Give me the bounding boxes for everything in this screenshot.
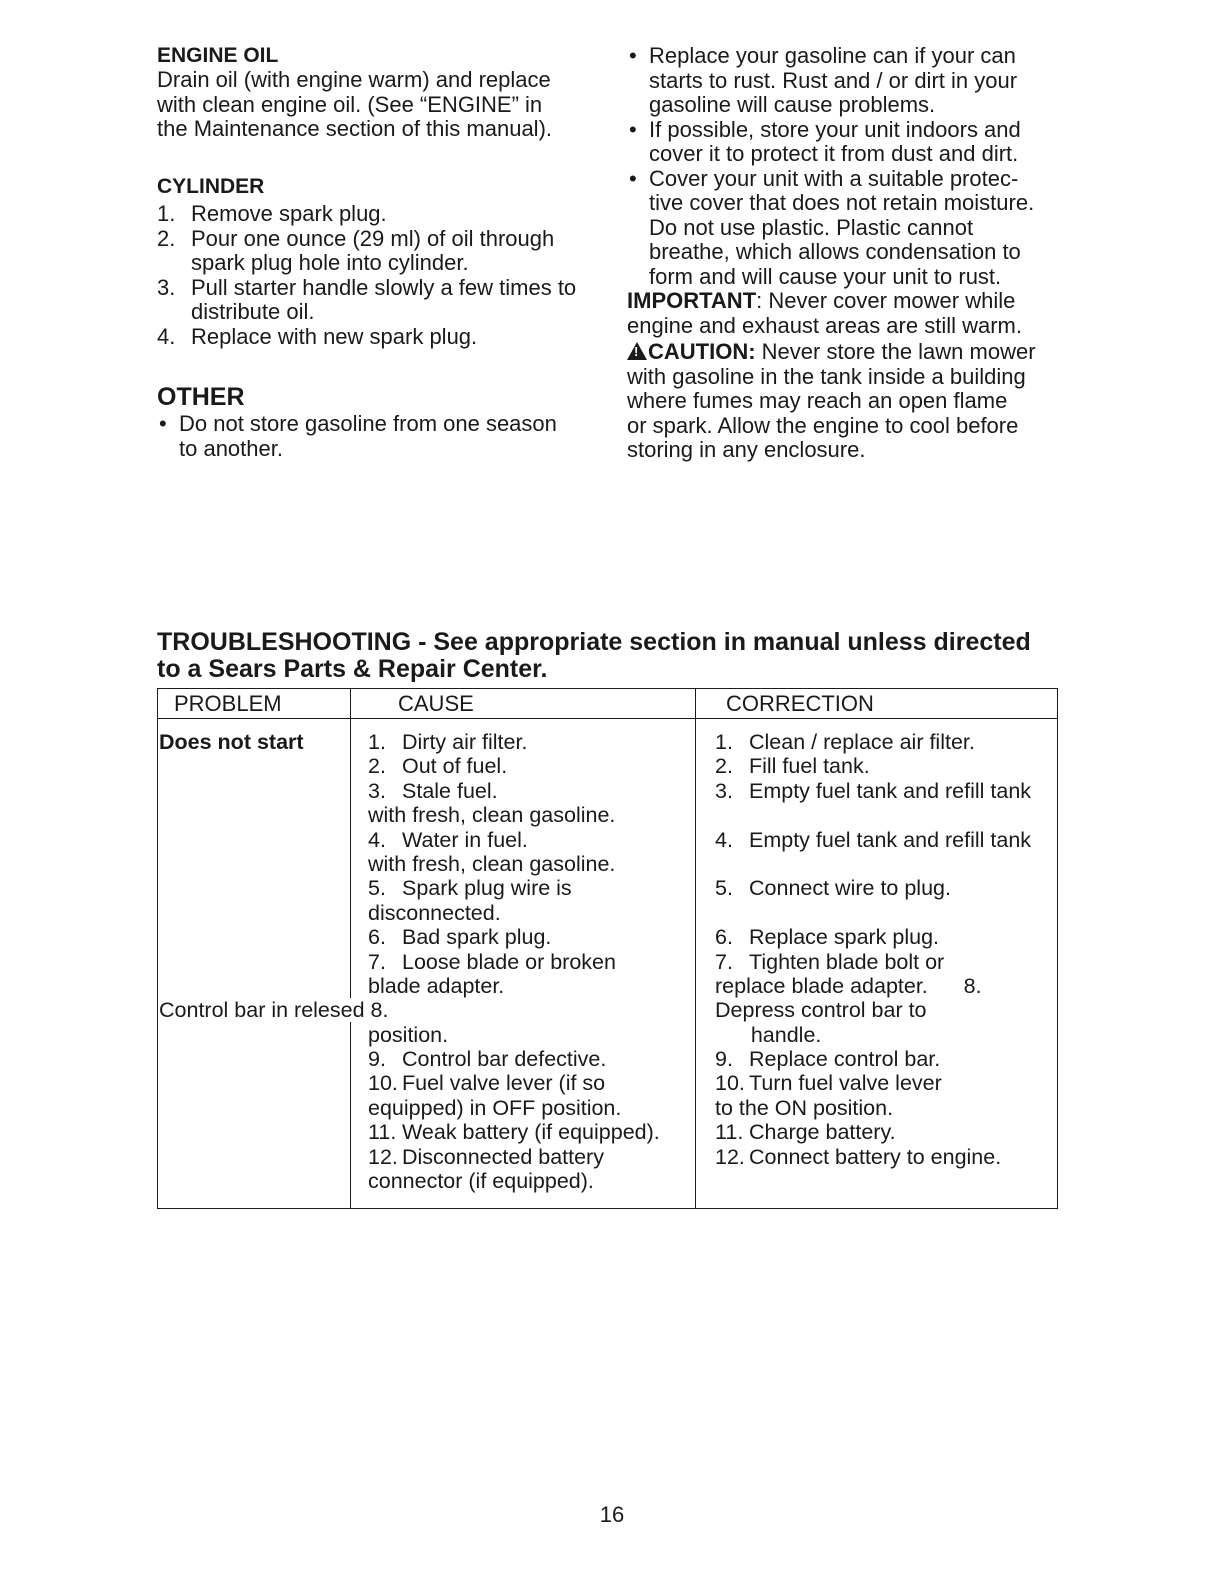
table-row	[368, 1169, 688, 1193]
table-row	[715, 950, 1057, 974]
item-number: 12.	[368, 1144, 398, 1169]
bullet-icon: •	[629, 116, 637, 142]
table-row	[715, 803, 1057, 827]
item-text: Out of fuel.	[402, 754, 508, 779]
item-text: Water in fuel.	[402, 827, 528, 852]
cylinder-step	[157, 227, 617, 276]
header-divider	[158, 718, 1057, 719]
item-number: 2.	[715, 754, 733, 779]
table-row	[715, 876, 1057, 900]
table-row	[715, 754, 1057, 778]
table-row	[368, 1023, 688, 1047]
caution-text: storing in any enclosure.	[627, 437, 866, 462]
item-text: Connect wire to plug.	[749, 876, 951, 901]
bullet-icon: •	[629, 165, 637, 191]
table-row	[368, 925, 688, 949]
cylinder-step	[157, 325, 617, 350]
item-text: Spark plug wire is	[402, 876, 572, 901]
caution-note	[627, 340, 1067, 463]
bullet-text: Do not use plastic. Plastic cannot	[649, 214, 974, 240]
table-row	[368, 754, 688, 778]
cylinder-heading: CYLINDER	[157, 175, 265, 198]
storage-bullet	[627, 118, 1067, 167]
table-row	[368, 1071, 688, 1095]
storage-bullets	[627, 44, 1067, 463]
item-text: Empty fuel tank and refill tank	[749, 827, 1032, 852]
bullet-text: starts to rust. Rust and / or dirt in your	[649, 67, 1018, 93]
item-number: 7.	[715, 949, 733, 974]
item-text: to the ON position.	[715, 1095, 894, 1120]
bullet-icon: •	[159, 411, 167, 436]
item-text: Fuel valve lever (if so	[402, 1071, 606, 1096]
cylinder-section	[157, 175, 617, 349]
step-number: 2.	[157, 225, 176, 251]
item-text: Disconnected battery	[402, 1144, 604, 1169]
column-divider	[350, 689, 351, 1208]
item-number: 7.	[368, 949, 386, 974]
item-text: Replace control bar.	[749, 1047, 941, 1072]
item-number: 9.	[368, 1047, 386, 1072]
item-number: 3.	[368, 778, 386, 803]
other-section	[157, 383, 617, 461]
important-text: : Never cover mower while	[756, 288, 1016, 313]
table-row	[368, 803, 688, 827]
correction-list	[715, 730, 1057, 1169]
table-row	[715, 1023, 1057, 1047]
table-row	[715, 1047, 1057, 1071]
caution-text: with gasoline in the tank inside a building	[627, 363, 1026, 389]
engine-oil-section	[157, 44, 607, 142]
bullet-text: Cover your unit with a suitable protec-	[649, 165, 1019, 191]
table-row	[368, 901, 688, 925]
table-row	[715, 852, 1057, 876]
column-divider	[695, 689, 696, 1208]
important-note	[627, 289, 1067, 338]
problem-text: Control bar in rele	[159, 998, 330, 1022]
item-number: 6.	[368, 925, 386, 950]
item-number: 5.	[368, 876, 386, 901]
table-row	[368, 974, 688, 998]
step-number: 1.	[157, 201, 176, 226]
step-text: spark plug hole into cylinder.	[191, 250, 469, 275]
page-number: 16	[599, 1502, 625, 1527]
step-number: 3.	[157, 274, 176, 300]
bullet-text: form and will cause your unit to rust.	[649, 263, 1002, 289]
header-cause: CAUSE	[398, 691, 474, 716]
item-number: 6.	[715, 925, 733, 950]
problem-does-not-start: Does not start	[159, 730, 304, 754]
bullet-text: cover it to protect it from dust and dirt.	[649, 141, 1019, 166]
item-number: 10.	[368, 1071, 398, 1096]
item-number: 5.	[715, 876, 733, 901]
important-text: engine and exhaust areas are still warm.	[627, 312, 1022, 338]
table-row	[368, 779, 688, 803]
table-row	[715, 779, 1057, 803]
item-number: 11.	[715, 1120, 744, 1145]
table-row	[715, 1120, 1057, 1144]
bullet-text: If possible, store your unit indoors and	[649, 116, 1021, 142]
cylinder-steps	[157, 202, 617, 349]
item-text: Control bar defective.	[402, 1047, 607, 1072]
table-row	[715, 901, 1057, 925]
item-number: 3.	[715, 778, 733, 803]
problem-control-bar	[159, 998, 388, 1022]
cylinder-step	[157, 276, 617, 325]
item-number: 11.	[368, 1120, 397, 1145]
table-row	[368, 1145, 688, 1169]
engine-oil-heading: ENGINE OIL	[157, 44, 279, 67]
engine-oil-line: the Maintenance section of this manual).	[157, 116, 553, 141]
engine-oil-line: Drain oil (with engine warm) and replace	[157, 67, 551, 92]
caution-text: Never store the lawn mower	[755, 339, 1036, 364]
cylinder-step	[157, 202, 617, 227]
item-number: 4.	[368, 827, 386, 852]
bullet-text: to another.	[179, 435, 283, 461]
item-text: Loose blade or broken	[402, 949, 616, 974]
step-text: Remove spark plug.	[191, 201, 387, 226]
item-text: Tighten blade bolt or	[749, 949, 945, 974]
bullet-text: gasoline will cause problems.	[649, 92, 936, 117]
table-row	[368, 852, 688, 876]
storage-bullet	[627, 44, 1067, 118]
caution-label: CAUTION:	[648, 339, 756, 364]
table-row	[715, 998, 1057, 1022]
other-bullet	[157, 412, 617, 461]
table-row	[715, 828, 1057, 852]
problem-text-overlap: sed 8.	[329, 998, 389, 1022]
table-row	[368, 950, 688, 974]
table-row	[715, 730, 1057, 754]
item-text: replace blade adapter. 8.	[715, 973, 982, 998]
step-text: Replace with new spark plug.	[191, 323, 478, 349]
item-text: Stale fuel.	[402, 778, 498, 803]
item-text: with fresh, clean gasoline.	[368, 803, 616, 828]
item-number: 1.	[368, 730, 386, 754]
item-text: Fill fuel tank.	[749, 754, 870, 779]
bullet-text: tive cover that does not retain moisture.	[649, 190, 1035, 215]
table-row	[368, 1096, 688, 1120]
table-row	[368, 730, 688, 754]
item-text: Charge battery.	[749, 1120, 896, 1145]
item-number: 2.	[368, 754, 386, 779]
item-text: disconnected.	[368, 900, 501, 925]
item-text: Replace spark plug.	[749, 925, 940, 950]
item-text: Dirty air filter.	[402, 730, 528, 754]
item-text: Turn fuel valve lever	[749, 1071, 942, 1096]
item-text: position.	[368, 1022, 449, 1047]
item-text: Clean / replace air filter.	[749, 730, 975, 754]
header-correction: CORRECTION	[726, 691, 874, 716]
caution-text: where fumes may reach an open flame	[627, 388, 1008, 413]
table-row	[715, 925, 1057, 949]
table-row	[368, 1120, 688, 1144]
step-number: 4.	[157, 323, 176, 349]
storage-bullet	[627, 167, 1067, 290]
bullet-text: breathe, which allows condensation to	[649, 239, 1021, 264]
table-row	[715, 974, 1057, 998]
table-row	[715, 1145, 1057, 1169]
step-text: distribute oil.	[191, 299, 315, 324]
engine-oil-line: with clean engine oil. (See “ENGINE” in	[157, 91, 543, 117]
troubleshooting-title-line: to a Sears Parts & Repair Center.	[157, 655, 548, 683]
important-label: IMPORTANT	[627, 288, 757, 313]
engine-oil-text	[157, 68, 607, 142]
table-row	[368, 998, 688, 1022]
item-number: 12.	[715, 1144, 745, 1169]
cause-list	[368, 730, 688, 1193]
other-heading: OTHER	[157, 383, 245, 411]
item-text: equipped) in OFF position.	[368, 1095, 622, 1120]
table-row	[368, 876, 688, 900]
table-row	[368, 828, 688, 852]
bullet-text: Replace your gasoline can if your can	[649, 43, 1016, 68]
bullet-text: Do not store gasoline from one season	[179, 411, 557, 436]
step-text: Pull starter handle slowly a few times to	[191, 274, 577, 300]
troubleshooting-table	[157, 688, 1058, 1209]
item-text: Weak battery (if equipped).	[402, 1120, 660, 1145]
troubleshooting-title	[157, 629, 1077, 683]
item-text: Connect battery to engine.	[749, 1144, 1002, 1169]
table-row	[368, 1047, 688, 1071]
item-number: 4.	[715, 827, 733, 852]
item-number: 10.	[715, 1071, 745, 1096]
header-problem: PROBLEM	[174, 691, 282, 716]
item-number: 9.	[715, 1047, 733, 1072]
item-text: handle.	[715, 1022, 822, 1047]
item-number: 1.	[715, 730, 733, 754]
item-text: Bad spark plug.	[402, 925, 552, 950]
bullet-icon: •	[629, 43, 637, 68]
item-text: with fresh, clean gasoline.	[368, 851, 616, 876]
table-row	[715, 1071, 1057, 1095]
item-text: Empty fuel tank and refill tank	[749, 778, 1032, 803]
warning-icon	[627, 342, 647, 360]
item-text: Depress control bar to	[715, 998, 927, 1023]
troubleshooting-title-line: TROUBLESHOOTING - See appropriate section in manual unless directed	[157, 628, 1031, 656]
item-text: connector (if equipped).	[368, 1169, 594, 1194]
item-text: blade adapter.	[368, 973, 505, 998]
caution-text: or spark. Allow the engine to cool before	[627, 412, 1019, 438]
table-row	[715, 1096, 1057, 1120]
step-text: Pour one ounce (29 ml) of oil through	[191, 225, 555, 251]
